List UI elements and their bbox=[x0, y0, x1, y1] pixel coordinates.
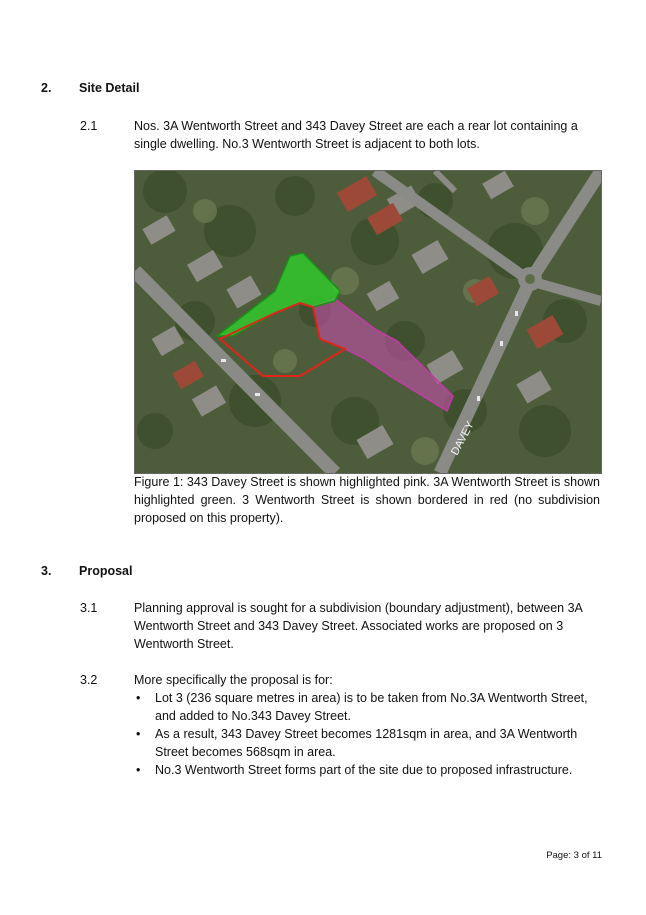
section-2-title: Site Detail bbox=[79, 81, 140, 95]
bullet-text: Lot 3 (236 square metres in area) is to be taken from No.3A Wentworth Street, and added to No.343 Davey Street. bbox=[155, 691, 588, 723]
bullet-text: As a result, 343 Davey Street becomes 1281sqm in area, and 3A Wentworth Street becomes 568sqm in area. bbox=[155, 727, 578, 759]
item-3-1-number: 3.1 bbox=[80, 601, 98, 615]
bullet-icon: • bbox=[136, 727, 141, 741]
proposal-bullet-list bbox=[134, 689, 600, 779]
bullet-icon: • bbox=[136, 691, 141, 705]
bullet-icon: • bbox=[136, 763, 141, 777]
item-2-1-number: 2.1 bbox=[80, 119, 98, 133]
aerial-map-figure bbox=[134, 170, 602, 474]
bullet-text: No.3 Wentworth Street forms part of the site due to proposed infrastructure. bbox=[155, 763, 573, 777]
list-item bbox=[134, 761, 600, 779]
aerial-map-image bbox=[135, 171, 601, 473]
item-3-2-number: 3.2 bbox=[80, 673, 98, 687]
figure-caption: Figure 1: 343 Davey Street is shown highlighted pink. 3A Wentworth Street is shown highlighted green. 3 Wentworth Street is shown bordered in red (no subdivision proposed on this property). bbox=[134, 475, 600, 525]
item-3-2-text: More specifically the proposal is for: bbox=[134, 673, 333, 687]
item-2-1-text: Nos. 3A Wentworth Street and 343 Davey Street are each a rear lot containing a single dwelling. No.3 Wentworth Street is adjacent to both lots. bbox=[134, 119, 578, 151]
list-item bbox=[134, 689, 600, 725]
section-2-number: 2. bbox=[41, 81, 52, 95]
section-3-number: 3. bbox=[41, 564, 52, 578]
page-number: Page: 3 of 11 bbox=[546, 850, 602, 861]
item-3-1-text: Planning approval is sought for a subdivision (boundary adjustment), between 3A Wentworth Street and 343 Davey Street. Associated works are proposed on 3 Wentworth Street. bbox=[134, 601, 583, 651]
street-label-davey: DAVEY bbox=[449, 419, 477, 458]
section-3-title: Proposal bbox=[79, 564, 133, 578]
list-item bbox=[134, 725, 600, 761]
